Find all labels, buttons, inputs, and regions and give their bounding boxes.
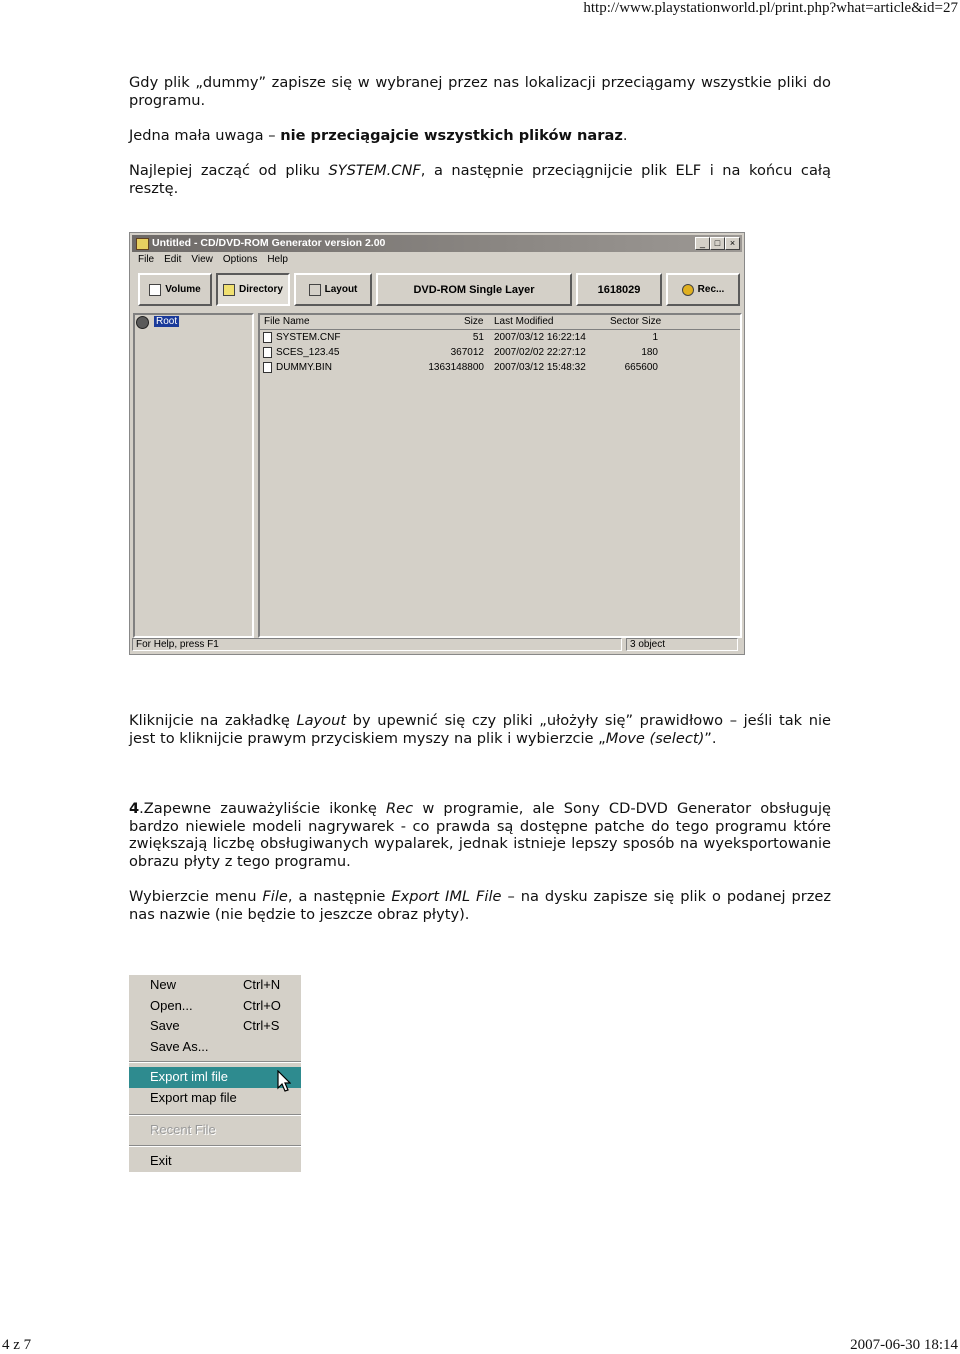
col-file-name[interactable]: File Name — [264, 316, 310, 327]
rec-button[interactable] — [666, 273, 740, 306]
paragraph-6 — [129, 888, 831, 923]
title-bar — [132, 235, 742, 252]
menu-separator — [129, 1114, 301, 1116]
menu-item-export-map[interactable] — [129, 1088, 301, 1109]
menu-edit[interactable]: Edit — [164, 254, 182, 265]
file-row[interactable] — [260, 346, 740, 360]
paragraph-2-text: Jedna mała uwaga – — [129, 127, 281, 144]
menu-item-save-as[interactable] — [129, 1037, 301, 1058]
menu-item-open-label: Open... — [150, 998, 193, 1013]
paragraph-5-text-2: w programie, ale Sony CD-DVD Generator obsługuję bardzo niewiele modeli nagrywarek - co prawda są dostępne patche do tego programu które zwiększają liczbę obsługiwanych wypalarek, jednak istnieje lepszy sposób na wyeksportowanie obrazu płyty z tego programu. — [129, 800, 831, 870]
menu-item-recent-file — [129, 1120, 301, 1141]
file-modified: 2007/03/12 16:22:14 — [494, 332, 586, 343]
sector-count-label: 1618029 — [597, 283, 641, 296]
menu-help[interactable]: Help — [267, 254, 288, 265]
paragraph-2 — [129, 127, 831, 145]
menu-item-new-shortcut: Ctrl+N — [243, 977, 281, 992]
volume-label: Volume — [165, 284, 201, 295]
file-name: SCES_123.45 — [276, 347, 340, 358]
file-modified: 2007/02/02 22:27:12 — [494, 347, 586, 358]
directory-button[interactable] — [216, 273, 290, 306]
menu-item-save[interactable] — [129, 1016, 301, 1037]
generator-window-screenshot — [129, 232, 745, 655]
paragraph-4-text: Kliknijcie na zakładkę — [129, 712, 297, 729]
file-sector: 665600 — [624, 362, 658, 373]
file-size: 51 — [472, 332, 484, 343]
sector-count-display — [576, 273, 662, 306]
paragraph-4-text-2: by upewnić się czy pliki „ułożyły się” prawidłowo – jeśli tak nie jest to kliknijcie prawym przyciskiem myszy na plik i wybierzcie „ — [129, 712, 831, 747]
col-sector-size[interactable]: Sector Size — [610, 316, 662, 327]
layout-button[interactable] — [294, 273, 372, 306]
menu-item-save-label: Save — [150, 1018, 180, 1033]
paragraph-4-italic: Layout — [296, 712, 347, 729]
paragraph-3-text: Najlepiej zacząć od pliku — [129, 162, 329, 179]
col-last-modified[interactable]: Last Modified — [494, 316, 554, 327]
paragraph-2-end: . — [622, 127, 628, 144]
directory-tree — [133, 313, 254, 638]
paragraph-4-end: ”. — [704, 729, 717, 747]
menu-item-export-iml-label: Export iml file — [150, 1069, 229, 1084]
paragraph-3-italic: SYSTEM.CNF — [328, 162, 421, 179]
paragraph-3-end: , a następnie przeciągnijcie plik ELF i na końcu całą resztę. — [129, 162, 831, 197]
menu-item-save-as-label: Save As... — [150, 1039, 209, 1054]
file-name: DUMMY.BIN — [276, 362, 332, 373]
page-number: 4 z 7 — [2, 1337, 32, 1353]
file-icon — [263, 347, 272, 358]
disc-burn-icon — [682, 284, 694, 296]
maximize-icon[interactable]: □ — [710, 237, 725, 250]
menu-item-recent-file-label: Recent File — [150, 1122, 216, 1137]
file-sector: 1 — [652, 332, 658, 343]
paragraph-6-text-2: , a następnie — [287, 888, 392, 905]
layout-label: Layout — [324, 284, 358, 295]
status-object-count: 3 object — [626, 638, 738, 651]
status-help: For Help, press F1 — [132, 638, 622, 651]
folder-icon — [223, 284, 235, 296]
print-datetime: 2007-06-30 18:14 — [850, 1337, 958, 1353]
disc-type-label: DVD-ROM Single Layer — [413, 283, 535, 296]
file-icon — [263, 362, 272, 373]
directory-label: Directory — [239, 284, 283, 295]
paragraph-5 — [129, 800, 831, 870]
minimize-icon[interactable]: _ — [695, 237, 710, 250]
menu-item-exit[interactable] — [129, 1151, 301, 1172]
paragraph-5-italic: Rec — [386, 800, 414, 817]
file-list-header — [260, 315, 740, 330]
file-name: SYSTEM.CNF — [276, 332, 341, 343]
paragraph-6-text: Wybierzcie menu — [129, 888, 263, 905]
menu-bar — [138, 254, 288, 268]
paragraph-4-italic-2: Move (select) — [605, 729, 705, 747]
file-sector: 180 — [641, 347, 658, 358]
menu-item-export-map-label: Export map file — [150, 1090, 237, 1105]
volume-button[interactable] — [138, 273, 212, 306]
menu-item-open-shortcut: Ctrl+O — [243, 998, 281, 1013]
app-icon — [136, 238, 149, 250]
paragraph-6-end: – na dysku zapisze się plik o podanej przez nas nazwie (nie będzie to jeszcze obraz płyty). — [129, 888, 832, 923]
file-size: 1363148800 — [428, 362, 484, 373]
disc-type-display — [376, 273, 572, 306]
close-icon[interactable]: × — [725, 237, 740, 250]
menu-file[interactable]: File — [138, 254, 155, 265]
tree-root[interactable]: Root — [156, 316, 178, 327]
paragraph-4 — [129, 712, 831, 747]
window-title: Untitled - CD/DVD-ROM Generator version 2.00 — [152, 237, 386, 249]
menu-options[interactable]: Options — [222, 254, 258, 265]
menu-item-new-label: New — [150, 977, 177, 992]
menu-item-exit-label: Exit — [150, 1153, 172, 1168]
col-size[interactable]: Size — [464, 316, 484, 327]
file-row[interactable] — [260, 331, 740, 345]
paragraph-1-text: Gdy plik „dummy” zapisze się w wybranej przez nas lokalizacji przeciągamy wszystkie pliki do programu. — [129, 74, 831, 109]
menu-separator — [129, 1061, 301, 1063]
volume-icon — [149, 284, 161, 296]
page-url: http://www.playstationworld.pl/print.php?what=article&id=27 — [583, 0, 958, 16]
file-menu-screenshot — [129, 975, 301, 1172]
paragraph-1 — [129, 74, 831, 109]
menu-view[interactable]: View — [191, 254, 213, 265]
paragraph-6-italic-2: Export IML File — [391, 888, 502, 905]
file-modified: 2007/03/12 15:48:32 — [494, 362, 586, 373]
step-number: 4 — [129, 800, 140, 817]
menu-item-new[interactable] — [129, 975, 301, 996]
paragraph-6-italic: File — [262, 888, 288, 905]
menu-item-open[interactable] — [129, 996, 301, 1017]
menu-item-save-shortcut: Ctrl+S — [243, 1018, 280, 1033]
menu-separator — [129, 1145, 301, 1147]
menu-item-export-iml[interactable] — [129, 1067, 301, 1088]
paragraph-5-text: .Zapewne zauważyliście ikonkę — [139, 800, 387, 817]
file-size: 367012 — [450, 347, 484, 358]
layout-icon — [309, 284, 321, 296]
disc-icon — [136, 316, 149, 329]
file-row[interactable] — [260, 361, 740, 375]
paragraph-2-bold: nie przeciągajcie wszystkich plików naraz — [280, 127, 623, 144]
file-icon — [263, 332, 272, 343]
paragraph-3 — [129, 162, 831, 197]
status-bar — [132, 638, 742, 652]
file-list — [258, 313, 742, 638]
rec-label: Rec... — [697, 284, 725, 295]
